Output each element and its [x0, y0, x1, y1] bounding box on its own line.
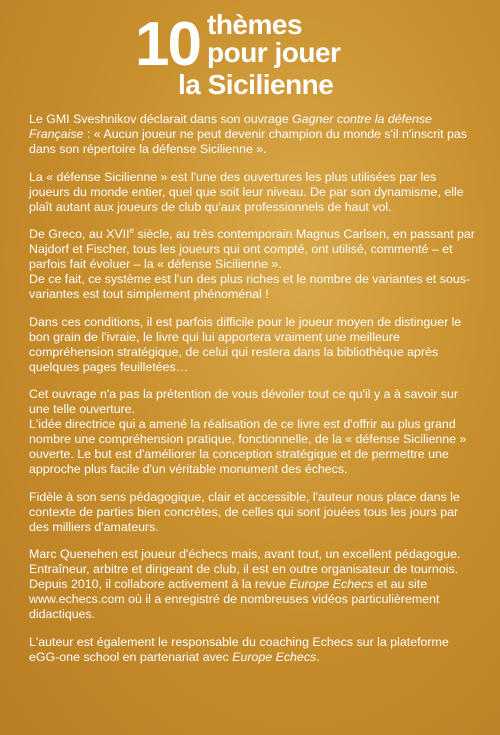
- paragraph-purpose: Cet ouvrage n'a pas la prétention de vous dévoiler tout ce qu'il y a à savoir sur une telle ouverture.: [29, 387, 459, 416]
- text-span: L'auteur est également le responsable du coaching Echecs sur la plateforme eGG-one school en partenariat avec: [29, 634, 449, 664]
- title-line-3: la Sicilienne: [178, 69, 334, 100]
- text-span: : « Aucun joueur ne peut devenir champion du monde s'il n'inscrit pas dans son répertoire la défense Sicilienne ».: [29, 127, 467, 156]
- paragraph-history: [29, 227, 475, 272]
- text-span: Le GMI Sveshnikov déclarait dans son ouvrage: [29, 112, 293, 126]
- text-span: siècle, au très contemporain Magnus Carlsen, en passant par Najdorf et Fischer, tous les joueurs qui ont compté, ont utilisé, commenté – et parfois fait évoluer – la « défense Sicilienne ».: [29, 227, 475, 271]
- text-span: Marc Quenehen est joueur d'échecs mais, avant tout, un excellent pédagogue. Entraîneur, arbitre et dirigeant de club, il est en outre organisateur de tournois. Depuis 2010, il collabore activement à la revue: [29, 547, 461, 591]
- book-title: [0, 8, 500, 108]
- superscript: e: [129, 225, 134, 235]
- paragraph-pedagogy: Fidèle à son sens pédagogique, clair et accessible, l'auteur nous place dans le contexte de parties bien concrètes, de celles qui sont jouées tous les jours par des milliers d'amateurs.: [29, 489, 460, 534]
- paragraph-author: [29, 547, 475, 622]
- back-cover-text: [29, 112, 475, 677]
- text-span: De Greco, au XVII: [29, 227, 130, 241]
- text-span: .: [316, 649, 320, 664]
- paragraph-difficulty: Dans ces conditions, il est parfois difficile pour le joueur moyen de distinguer le bon grain de l'ivraie, le livre qui lui apportera vraiment une meilleure compréhension stratégique, de celui qui restera dans la bibliothèque après quelques pages feuilletées…: [29, 314, 462, 374]
- title-line-1: thèmes: [207, 9, 303, 40]
- paragraph-intro: La « défense Sicilienne » est l'une des ouvertures les plus utilisées par les joueurs du monde entier, quel que soit leur niveau. De par son dynamisme, elle plaît autant aux joueurs de club qu'aux professionnels de haut vol.: [29, 169, 464, 214]
- book-reference: Gagner contre la défense Française: [29, 112, 432, 141]
- title-number: 10: [135, 10, 200, 79]
- paragraph-coaching: [29, 635, 475, 665]
- paragraph-variants: De ce fait, ce système est l'un des plus riches et le nombre de variantes et sous-variantes est tout simplement phénoménal !: [29, 272, 471, 301]
- title-line-2: pour jouer: [207, 37, 341, 68]
- magazine-name: Europe Echecs: [232, 649, 317, 664]
- text-span: et au site www.echecs.com où il a enregistré de nombreuses vidéos particulièrement didactiques.: [29, 577, 440, 621]
- magazine-name: Europe Echecs: [289, 577, 374, 591]
- paragraph-guiding-idea: L'idée directrice qui a amené la réalisation de ce livre est d'offrir au plus grand nombre une compréhension pratique, fonctionnelle, de la « défense Sicilienne » ouverte. Le but est d'améliorer la conception stratégique et de permettre une approche plus facile d'un véritable monument des échecs.: [29, 417, 467, 476]
- paragraph-quote: [29, 112, 475, 157]
